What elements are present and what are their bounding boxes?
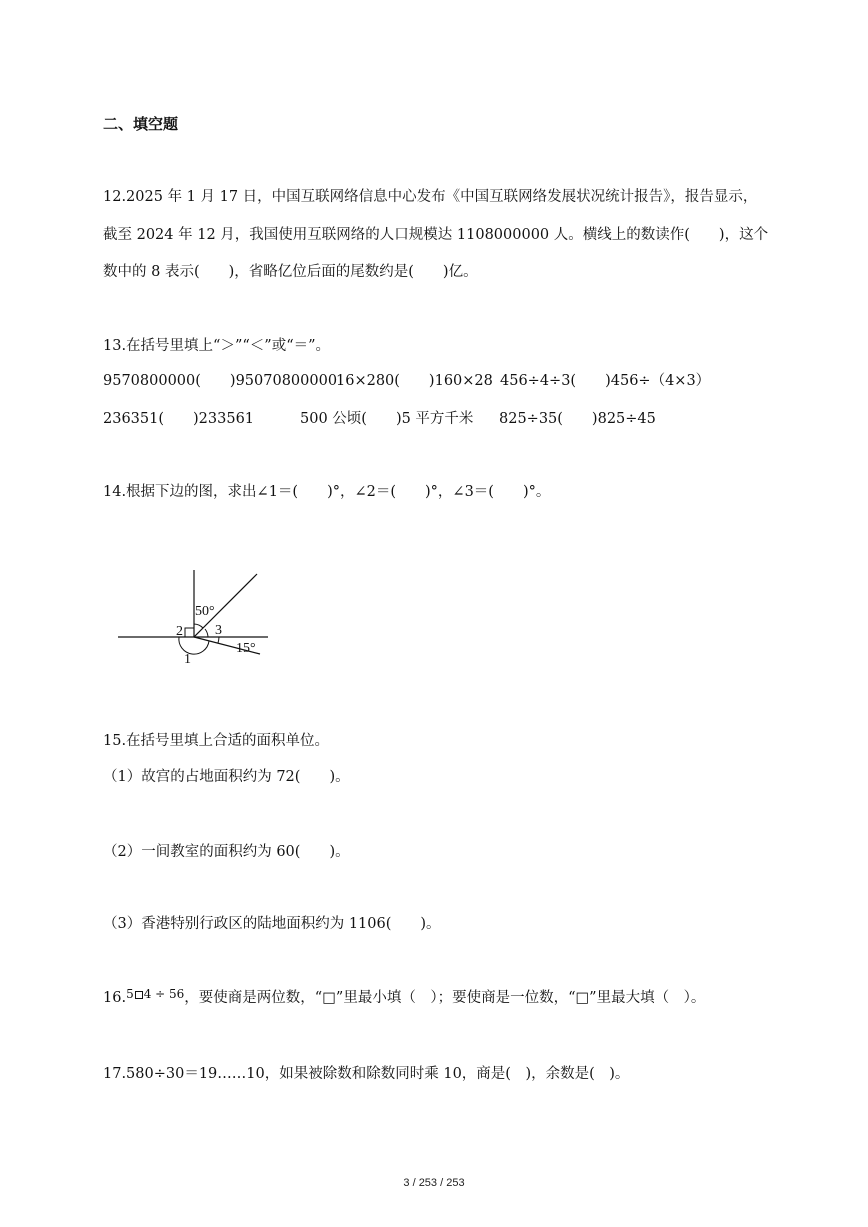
q13-r2-c1: 236351( )233561 — [103, 411, 255, 427]
q12-line-3: 数中的 8 表示( )，省略亿位后面的尾数约是( )亿。 — [103, 264, 478, 280]
label-angle-1: 1 — [184, 652, 191, 667]
q16-expr-rest: 4 ÷ 56 — [143, 987, 185, 1001]
q15-item-2: （2）一间教室的面积约为 60( )。 — [103, 844, 350, 860]
angle-figure — [115, 565, 275, 670]
q13-r1-c3: 456÷4÷3( )456÷（4×3） — [500, 373, 711, 389]
q16-text: ，要使商是两位数，“□”里最小填（ ）；要使商是一位数，“□”里最大填（ ）。 — [184, 990, 706, 1006]
q16-number: 16. — [103, 990, 127, 1006]
q14-stem: 14.根据下边的图，求出∠1＝( )°，∠2＝( )°，∠3＝( )°。 — [103, 484, 551, 500]
q13-r1-c2: 16×280( )160×28 — [336, 373, 493, 389]
q16-expr-digit: 5 — [126, 987, 134, 1001]
question-16 — [103, 988, 705, 1008]
q13-r2-c3: 825÷35( )825÷45 — [499, 411, 656, 427]
q13-stem: 13.在括号里填上“＞”“＜”或“＝”。 — [103, 338, 331, 354]
q15-item-3: （3）香港特别行政区的陆地面积约为 1106( )。 — [103, 916, 441, 932]
blank-box-icon — [135, 991, 143, 999]
arc-3 — [205, 629, 208, 637]
q15-item-1: （1）故宫的占地面积约为 72( )。 — [103, 769, 350, 785]
section-title: 二、填空题 — [103, 115, 179, 133]
question-17: 17.580÷30＝19……10，如果被除数和除数同时乘 10，商是( )，余数是( )。 — [103, 1066, 630, 1082]
q15-stem: 15.在括号里填上合适的面积单位。 — [103, 733, 330, 749]
label-angle-3: 3 — [215, 623, 222, 638]
arc-50 — [194, 624, 203, 628]
label-15-degrees: 15° — [236, 641, 256, 656]
page-footer: 3 / 253 / 253 — [403, 1177, 465, 1189]
q12-line-2: 截至 2024 年 12 月，我国使用互联网络的人口规模达 1108000000 人。横线上的数读作( )，这个 — [103, 227, 769, 243]
q13-r2-c2: 500 公顷( )5 平方千米 — [300, 411, 474, 427]
right-angle-mark — [185, 628, 194, 637]
q13-r1-c1: 9570800000( )95070800000 — [103, 373, 338, 389]
q12-line-1: 12.2025 年 1 月 17 日，中国互联网络信息中心发布《中国互联网络发展状况统计报告》，报告显示， — [103, 189, 758, 205]
label-angle-2: 2 — [176, 624, 183, 639]
label-50-degrees: 50° — [195, 604, 215, 619]
